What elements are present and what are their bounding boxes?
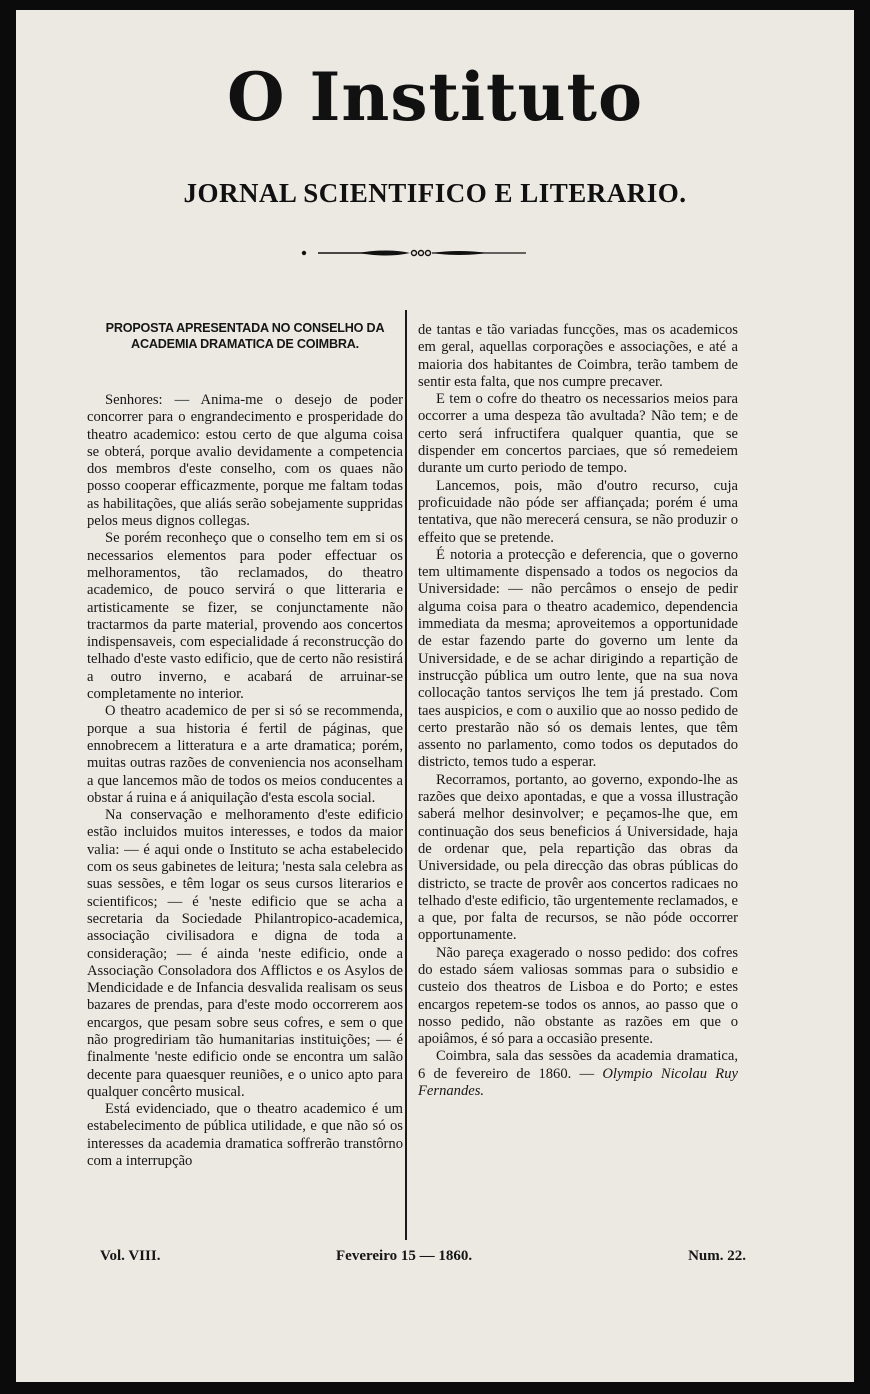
- ornament-divider: [298, 242, 528, 264]
- issue-date: Fevereiro 15 — 1860.: [336, 1248, 473, 1264]
- paragraph: Lancemos, pois, mão d'outro recurso, cuja proficuidade não póde ser affiançada; porém é uma tentativa, que não merecerá censura, se não produzir o effeito que se pretende.: [418, 477, 738, 546]
- paragraph: Na conservação e melhoramento d'este edificio estão incluidos muitos interesses, e todos da maior valia: — é aqui onde o Instituto se acha estabelecido com os seus gabinetes de leitura; 'nesta sala celebra as suas sessões, e têm logar os seus cursos literarios e scientificos; — é 'neste edificio que se acha a secretaria da Sociedade Philantropico-academica, associação civilisadora e digna de toda a consideração; — é ainda 'neste edificio, onde a Associação Consoladora dos Afflictos e os Asylos de Mendicidade e de Infancia desvalida realisam os seus bazares de prendas, para d'este modo occorrerem aos encargos, que pesam sobre seus cofres, e sem o que não progrediriam tão humanitarias instituições; — é finalmente 'neste edificio onde se encontra um salão decente para quaesquer reuniões, e o unico apto para qualquer concêrto musical.: [87, 807, 403, 1100]
- masthead-title: O Instituto: [226, 58, 644, 136]
- paragraph: Recorramos, portanto, ao governo, expondo-lhe as razões que deixo apontadas, e que a vossa illustração saberá melhor desinvolver; e peçamos-lhe que, em continuação dos seus beneficios á Universidade, haja de ordenar que, pela repartição das obras da Universidade, ou pela direcção das obras públicas do districto, se tracte de provêr aos concertos radicaes no telhado d'este edificio, tão urgentemente reclamados, e a que, por falta de recursos, se não póde occorrer opportunamente.: [418, 771, 738, 944]
- closing-paragraph: [418, 1048, 738, 1100]
- paragraph: Não pareça exagerado o nosso pedido: dos cofres do estado sáem valiosas sommas para o subsidio e custeio dos theatros de Lisboa e do Porto; e estes encargos repetem-se todos os annos, ao passo que o nosso pedido, não obstante as razões em que o apoiâmos, é só para a occasião presente.: [418, 944, 738, 1048]
- paragraph: É notoria a protecção e deferencia, que o governo tem ultimamente dispensado a todos os negocios da Universidade: — não percâmos o ensejo de pedir alguma coisa para o theatro academico, dependencia immediata da mesma; aproveitemos a opportunidade de estar fazendo parte do governo um lente da Universidade, e de se achar dirigindo a repartição de instrucção pública um outro lente, que na sua nova collocação tantos serviços lhe tem já prestado. Com taes auspicios, e com o auxilio que ao nosso pedido de certo prestarão não só os demais lentes, que têm assento no parlamento, como todos os deputados do districto, temos tudo a esperar.: [418, 546, 738, 771]
- article-column-left: [87, 320, 403, 1170]
- newspaper-page: [16, 10, 854, 1382]
- masthead-subtitle: JORNAL SCIENTIFICO E LITERARIO.: [183, 178, 687, 208]
- column-divider: [405, 310, 407, 1240]
- article-heading: PROPOSTA APRESENTADA NO CONSELHO DA ACADEMIA DRAMATICA DE COIMBRA.: [105, 321, 385, 351]
- paragraph: Está evidenciado, que o theatro academico é um estabelecimento de pública utilidade, e que não só os interesses da academia dramatica soffrerão transtôrno com a interrupção: [87, 1101, 403, 1170]
- signature: Olympio Nicolau Ruy Fernandes.: [418, 1065, 738, 1100]
- volume-label: Vol. VIII.: [100, 1248, 161, 1264]
- paragraph: O theatro academico de per si só se recommenda, porque a sua historia é fertil de páginas, que ennobrecem a litteratura e a arte dramatica; porém, muitas outras razões de conveniencia nos aconselham a que lancemos mão de todos os meios conducentes a obstar á ruina e á aniquilação d'esta escola social.: [87, 703, 403, 806]
- paragraph: de tantas e tão variadas funcções, mas os academicos em geral, aquellas corporações e associações, e até a maioria dos habitantes de Coimbra, terão tambem de sentir esta falta, que nos cumpre precaver.: [418, 322, 738, 390]
- paragraph: Senhores: — Anima-me o desejo de poder concorrer para o engrandecimento e prosperidade do theatro academico: estou certo de que alguma coisa se obterá, porque avalio devidamente a competencia dos membros d'este conselho, com os quaes não posso cooperar efficazmente, porque me faltam todas as habilitações, que aliás serão sobejamente suppridas pelos meus dignos collegas.: [87, 392, 403, 530]
- page-footer: [96, 1248, 746, 1270]
- article-column-right: [418, 322, 738, 1100]
- paragraph: E tem o cofre do theatro os necessarios meios para occorrer a uma despeza tão avultada? Não tem; e de certo será infructifera qualquer quantia, que se dispender em concertos parciaes, que só remedeiem durante um curto periodo de tempo.: [418, 391, 738, 477]
- closing-text: Coimbra, sala das sessões da academia dramatica, 6 de fevereiro de 1860. —: [418, 1048, 738, 1082]
- issue-number: Num. 22.: [688, 1248, 746, 1264]
- paragraph: Se porém reconheço que o conselho tem em si os necessarios elementos para poder effectuar os melhoramentos, tão reclamados, do theatro academico, de pouco servirá o que litteraria e artisticamente se fizer, se conjunctamente não tractarmos da parte material, provendo aos concertos indispensaveis, com especialidade á reconstrucção do telhado d'este vasto edificio, que de certo não resistirá a outro inverno, e acabará de arruinar-se completamente no interior.: [87, 530, 403, 703]
